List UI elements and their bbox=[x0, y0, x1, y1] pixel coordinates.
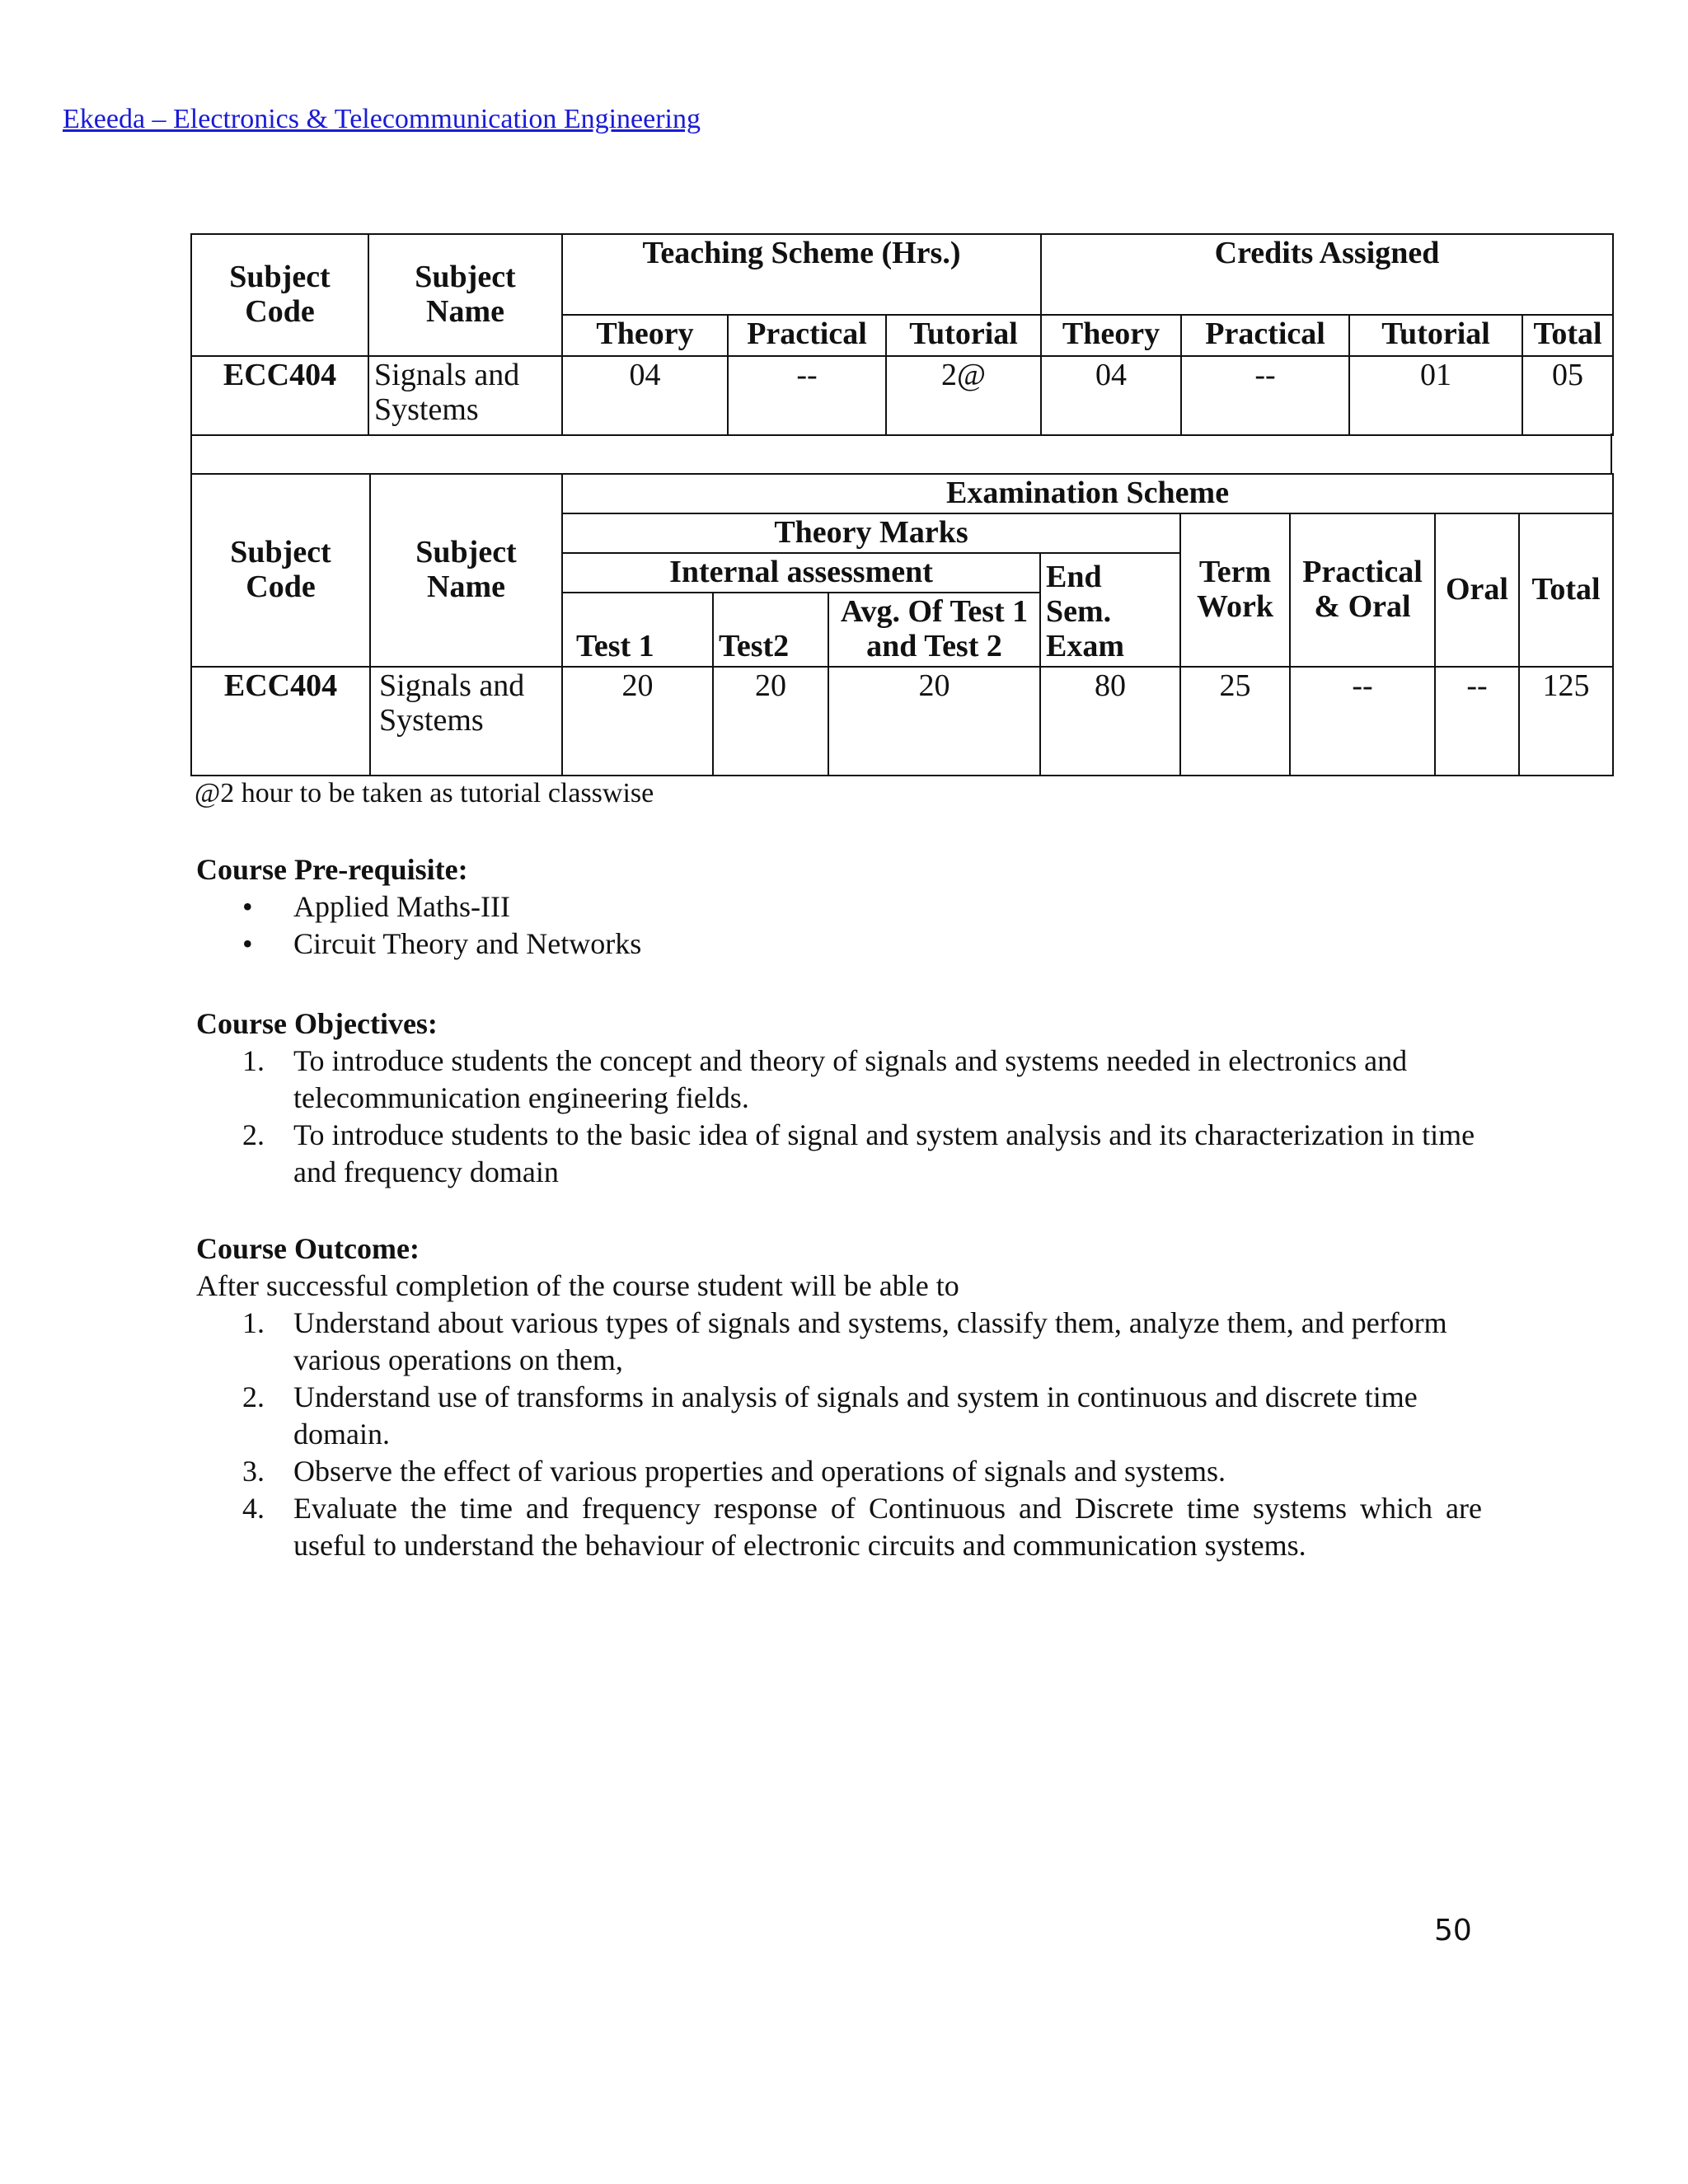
cell-teach-tutorial: 2@ bbox=[886, 356, 1041, 435]
prerequisite-heading: Course Pre-requisite: bbox=[196, 853, 468, 886]
header-subject-code: Subject Code bbox=[191, 234, 368, 356]
cell-subject-name: Signals and Systems bbox=[368, 356, 562, 435]
item-text: Understand use of transforms in analysis of signals and system in continuous and discrete time domain. bbox=[293, 1380, 1418, 1451]
list-item: • Applied Maths-III bbox=[293, 888, 1482, 926]
cell-exam-total: 125 bbox=[1519, 667, 1613, 776]
header-teach-tutorial: Tutorial bbox=[886, 315, 1041, 356]
list-item bbox=[242, 1043, 1482, 1117]
header-avg-test: Avg. Of Test 1 and Test 2 bbox=[828, 593, 1040, 667]
header-test1: Test 1 bbox=[562, 593, 713, 667]
outcome-list bbox=[196, 1305, 1482, 1564]
item-number: 2. bbox=[242, 1380, 265, 1413]
list-item bbox=[242, 1490, 1482, 1564]
cell-credit-practical: -- bbox=[1181, 356, 1349, 435]
cell-credit-tutorial: 01 bbox=[1349, 356, 1522, 435]
header-credit-theory: Theory bbox=[1041, 315, 1181, 356]
cell-exam-subject-name: Signals and Systems bbox=[370, 667, 562, 776]
header-credit-tutorial: Tutorial bbox=[1349, 315, 1522, 356]
list-item bbox=[242, 1453, 1482, 1490]
cell-exam-subject-code: ECC404 bbox=[191, 667, 370, 776]
header-subject-name: Subject Name bbox=[368, 234, 562, 356]
cell-practical-oral: -- bbox=[1290, 667, 1435, 776]
cell-term-work: 25 bbox=[1180, 667, 1290, 776]
header-teach-theory: Theory bbox=[562, 315, 728, 356]
outcome-intro: After successful completion of the course student will be able to bbox=[196, 1269, 959, 1302]
header-term-work: Term Work bbox=[1180, 513, 1290, 667]
cell-oral: -- bbox=[1435, 667, 1519, 776]
header-credit-total: Total bbox=[1522, 315, 1613, 356]
teaching-scheme-table bbox=[190, 233, 1614, 436]
item-number: 3. bbox=[242, 1455, 265, 1488]
objectives-list bbox=[196, 1043, 1482, 1191]
item-text: Evaluate the time and frequency response of Continuous and Discrete time systems which are useful to understand the behaviour of electronic circuits and communication systems. bbox=[293, 1492, 1482, 1562]
cell-teach-theory: 04 bbox=[562, 356, 728, 435]
header-test2: Test2 bbox=[713, 593, 828, 667]
prerequisite-section bbox=[196, 851, 1482, 963]
cell-subject-code: ECC404 bbox=[191, 356, 368, 435]
header-theory-marks: Theory Marks bbox=[562, 513, 1180, 553]
objectives-heading: Course Objectives: bbox=[196, 1007, 438, 1040]
header-credits-assigned: Credits Assigned bbox=[1041, 234, 1613, 315]
cell-avg-test: 20 bbox=[828, 667, 1040, 776]
list-item bbox=[242, 1117, 1482, 1191]
objectives-section bbox=[196, 1005, 1482, 1191]
item-number: 1. bbox=[242, 1306, 265, 1339]
cell-teach-practical: -- bbox=[728, 356, 886, 435]
cell-test1: 20 bbox=[562, 667, 713, 776]
item-text: To introduce students to the basic idea of signal and system analysis and its characterization in time and frequency domain bbox=[293, 1118, 1475, 1188]
header-exam-subject-name: Subject Name bbox=[370, 474, 562, 667]
header-teach-practical: Practical bbox=[728, 315, 886, 356]
table-gap-row bbox=[190, 434, 1612, 473]
cell-credit-theory: 04 bbox=[1041, 356, 1181, 435]
cell-credit-total: 05 bbox=[1522, 356, 1613, 435]
item-number: 4. bbox=[242, 1492, 265, 1525]
outcome-heading: Course Outcome: bbox=[196, 1232, 420, 1265]
item-text: To introduce students the concept and theory of signals and systems needed in electronics and telecommunication engineering fields. bbox=[293, 1044, 1408, 1114]
item-number: 2. bbox=[242, 1118, 265, 1151]
header-credit-practical: Practical bbox=[1181, 315, 1349, 356]
list-item bbox=[242, 1305, 1482, 1379]
list-item: • Circuit Theory and Networks bbox=[293, 926, 1482, 963]
header-exam-total: Total bbox=[1519, 513, 1613, 667]
header-teaching-scheme: Teaching Scheme (Hrs.) bbox=[562, 234, 1041, 315]
header-internal-assessment: Internal assessment bbox=[562, 553, 1040, 593]
prerequisite-list bbox=[196, 888, 1482, 963]
cell-test2: 20 bbox=[713, 667, 828, 776]
page-number: 50 bbox=[1434, 1914, 1472, 1947]
item-text: Observe the effect of various properties and operations of signals and systems. bbox=[293, 1455, 1226, 1488]
item-number: 1. bbox=[242, 1044, 265, 1077]
list-item bbox=[242, 1379, 1482, 1453]
header-oral: Oral bbox=[1435, 513, 1519, 667]
outcome-section bbox=[196, 1230, 1482, 1564]
item-text: Understand about various types of signals and systems, classify them, analyze them, and perform various operations on them, bbox=[293, 1306, 1447, 1376]
header-link[interactable]: Ekeeda – Electronics & Telecommunication Engineering bbox=[63, 104, 701, 134]
header-exam-subject-code: Subject Code bbox=[191, 474, 370, 667]
examination-scheme-table bbox=[190, 473, 1614, 776]
tutorial-note: @2 hour to be taken as tutorial classwise bbox=[195, 778, 654, 808]
cell-end-sem: 80 bbox=[1040, 667, 1180, 776]
header-examination-scheme: Examination Scheme bbox=[562, 474, 1613, 513]
header-end-sem-exam: End Sem. Exam bbox=[1040, 553, 1180, 667]
header-practical-oral: Practical & Oral bbox=[1290, 513, 1435, 667]
